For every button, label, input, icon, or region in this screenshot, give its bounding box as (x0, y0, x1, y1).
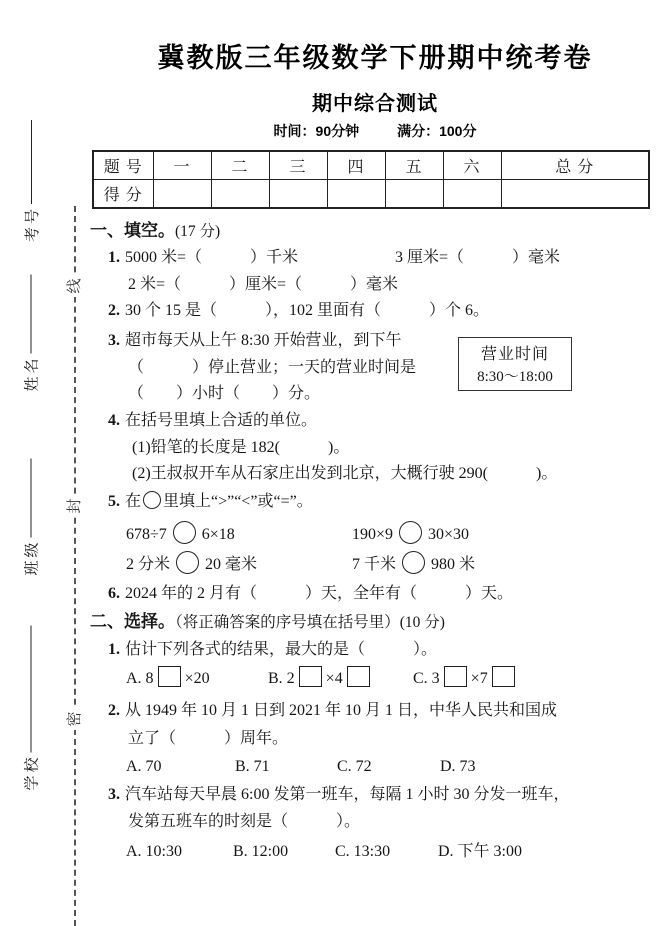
section1-heading-text: 一、填空。 (90, 221, 175, 240)
s1-q4-sub2: (2)王叔叔开车从石家庄出发到北京，大概行驶 290( )。 (132, 465, 558, 482)
s2-q2-option-d: D. 73 (440, 758, 476, 775)
s2-q3-option-a: A. 10:30 (126, 843, 182, 860)
option-b-part1: B. 2 (268, 670, 295, 687)
time-label: 时间：90分钟 (273, 123, 360, 139)
score-table-cell-section5: 五 (385, 151, 443, 180)
s2-q3-text1: 汽车站每天早晨 6:00 发第一班车，每隔 1 小时 30 分发一班车， (125, 786, 570, 803)
s2-q2-number: 2. (108, 702, 120, 719)
seal-dashed-line (74, 206, 76, 926)
s2-q3-line2: 发第五班车的时刻是（ ）。 (128, 813, 361, 830)
field-class (20, 459, 42, 576)
blank-digit-box-icon (492, 666, 515, 687)
s2-q1-options (88, 666, 662, 692)
option-c-part1: C. 3 (413, 670, 440, 687)
s1-q6 (108, 582, 513, 606)
s2-q2-line2: 立了（ ）周年。 (128, 730, 289, 747)
s1-q2 (108, 299, 489, 323)
s1-q5-pair3 (126, 551, 257, 577)
s1-q1-number: 1. (108, 249, 120, 266)
blank-digit-box-icon (347, 666, 370, 687)
s1-q4-text: 在括号里填上合适的单位。 (125, 412, 318, 429)
s2-q3-options (88, 840, 662, 866)
s1-q3-text1: 超市每天从上午 8:30 开始营业，到下午 (125, 332, 402, 349)
score-table-score-row (93, 180, 649, 209)
field-class-blank-line (30, 459, 32, 538)
s2-q1-text: 估计下列各式的结果，最大的是（ ）。 (125, 641, 438, 658)
section2-heading (90, 610, 445, 635)
score-cell (501, 180, 649, 209)
score-row-label: 得 分 (93, 180, 153, 209)
s1-q4-number: 4. (108, 412, 120, 429)
s2-q1-option-a (126, 666, 210, 691)
seal-char-secret: 密 (64, 708, 86, 730)
field-class-label: 班级 (24, 539, 40, 576)
full-score-label: 满分：100分 (397, 123, 477, 139)
score-table-cell-section6: 六 (443, 151, 501, 180)
score-table-cell-total: 总 分 (501, 151, 649, 180)
s1-q6-text: 2024 年的 2 月有（ ）天，全年有（ ）天。 (125, 585, 514, 602)
option-c-part2: ×7 (470, 670, 488, 687)
s1-q5-pair2 (352, 521, 469, 547)
pair2-right: 30×30 (428, 526, 470, 543)
compare-circle-icon (176, 551, 199, 574)
score-table-cell-section4: 四 (327, 151, 385, 180)
s1-q3-line3: （ ）小时（ ）分。 (128, 385, 321, 402)
s2-q2-option-c: C. 72 (337, 758, 372, 775)
s2-q1-number: 1. (108, 641, 120, 658)
s1-q1-text-a: 5000 米=（ ）千米 (125, 249, 299, 266)
s1-q5-pair4 (352, 551, 475, 577)
s2-q1 (108, 638, 437, 662)
field-exam-number (20, 120, 42, 242)
compare-circle-icon (399, 521, 422, 544)
paper-content (88, 0, 662, 926)
score-cell (385, 180, 443, 209)
s2-q1-option-c (413, 666, 519, 691)
score-table-header-row (93, 151, 649, 180)
option-b-part2: ×4 (325, 670, 343, 687)
section2-heading-note: （将正确答案的序号填在括号里）(10 分) (175, 614, 445, 631)
compare-circle-icon (402, 551, 425, 574)
score-table-cell-section2: 二 (211, 151, 269, 180)
business-hours-sign (458, 337, 572, 391)
s2-q2-text1: 从 1949 年 10 月 1 日到 2021 年 10 月 1 日，中华人民共和国成 (125, 702, 558, 719)
field-student-name-label: 姓名 (24, 355, 40, 392)
score-cell (269, 180, 327, 209)
s1-q4-sub1: (1)铅笔的长度是 182( )。 (132, 439, 350, 456)
pair4-left: 7 千米 (352, 556, 397, 573)
field-exam-number-label: 考号 (24, 205, 41, 242)
compare-circle-icon (143, 491, 161, 509)
pair2-left: 190×9 (352, 526, 394, 543)
section2-heading-text: 二、选择。 (90, 612, 175, 631)
s1-q3-number: 3. (108, 332, 120, 349)
field-school-label: 学校 (24, 754, 40, 791)
field-student-name (20, 275, 42, 392)
pair1-left: 678÷7 (126, 526, 167, 543)
s1-q1-part-b: 3 厘米=（ ）毫米 (395, 249, 561, 266)
s2-q2-option-a: A. 70 (126, 758, 162, 775)
s1-q2-text: 30 个 15 是（ ），102 里面有（ ）个 6。 (125, 302, 490, 319)
business-hours-value: 8:30～18:00 (477, 369, 553, 385)
option-a-part1: A. 8 (126, 670, 154, 687)
s1-q3-line2: （ ）停止营业；一天的营业时间是 (128, 359, 417, 376)
seal-char-seal: 封 (64, 495, 86, 517)
s1-q5-row2 (88, 551, 662, 577)
seal-char-line: 线 (64, 275, 86, 297)
score-table-cell-label: 题 号 (93, 151, 153, 180)
exam-info-line (88, 121, 662, 141)
pair1-right: 6×18 (201, 526, 235, 543)
blank-digit-box-icon (444, 666, 467, 687)
s2-q2-options (88, 755, 662, 781)
s2-q3-option-d: D. 下午 3:00 (438, 843, 523, 860)
s1-q2-number: 2. (108, 302, 120, 319)
s2-q3-option-b: B. 12:00 (233, 843, 289, 860)
s2-q1-option-b (268, 666, 374, 691)
score-cell (153, 180, 211, 209)
s1-q5-pair1 (126, 521, 235, 547)
s1-q5-row1 (88, 521, 662, 547)
compare-circle-icon (173, 521, 196, 544)
score-cell (327, 180, 385, 209)
score-table (92, 150, 650, 209)
s1-q1-part-a (108, 246, 298, 270)
blank-digit-box-icon (299, 666, 322, 687)
field-school-blank-line (30, 626, 32, 753)
s1-q5-text-after: 里填上“>”“<”或“=”。 (163, 493, 313, 510)
field-student-name-blank-line (30, 275, 32, 354)
s2-q3-number: 3. (108, 786, 120, 803)
field-school (20, 626, 42, 791)
s2-q3-line1 (108, 783, 569, 807)
business-hours-title: 营业时间 (480, 346, 549, 363)
score-table-cell-section3: 三 (269, 151, 327, 180)
score-cell (443, 180, 501, 209)
s1-q6-number: 6. (108, 585, 120, 602)
page-subtitle: 期中综合测试 (312, 93, 438, 115)
s1-q5-number: 5. (108, 493, 120, 510)
s2-q2-line1 (108, 699, 557, 723)
s1-q5-text-before: 在 (125, 493, 142, 510)
pair4-right: 980 米 (431, 556, 476, 573)
page-title: 冀教版三年级数学下册期中统考卷 (157, 43, 593, 73)
s2-q2-option-b: B. 71 (235, 758, 270, 775)
s1-q5-heading (108, 490, 313, 514)
option-a-part2: ×20 (184, 670, 210, 687)
field-exam-number-blank-line (30, 120, 32, 204)
s1-q3-line1 (108, 329, 401, 353)
s1-q4 (108, 409, 317, 433)
s1-q1-line2: 2 米=（ ）厘米=（ ）毫米 (128, 276, 399, 293)
pair3-right: 20 毫米 (205, 556, 258, 573)
blank-digit-box-icon (158, 666, 181, 687)
section1-heading (90, 219, 220, 244)
score-table-cell-section1: 一 (153, 151, 211, 180)
score-cell (211, 180, 269, 209)
s2-q3-option-c: C. 13:30 (335, 843, 391, 860)
section1-heading-note: (17 分) (175, 223, 221, 240)
s1-q1-line1 (88, 246, 662, 272)
pair3-left: 2 分米 (126, 556, 171, 573)
